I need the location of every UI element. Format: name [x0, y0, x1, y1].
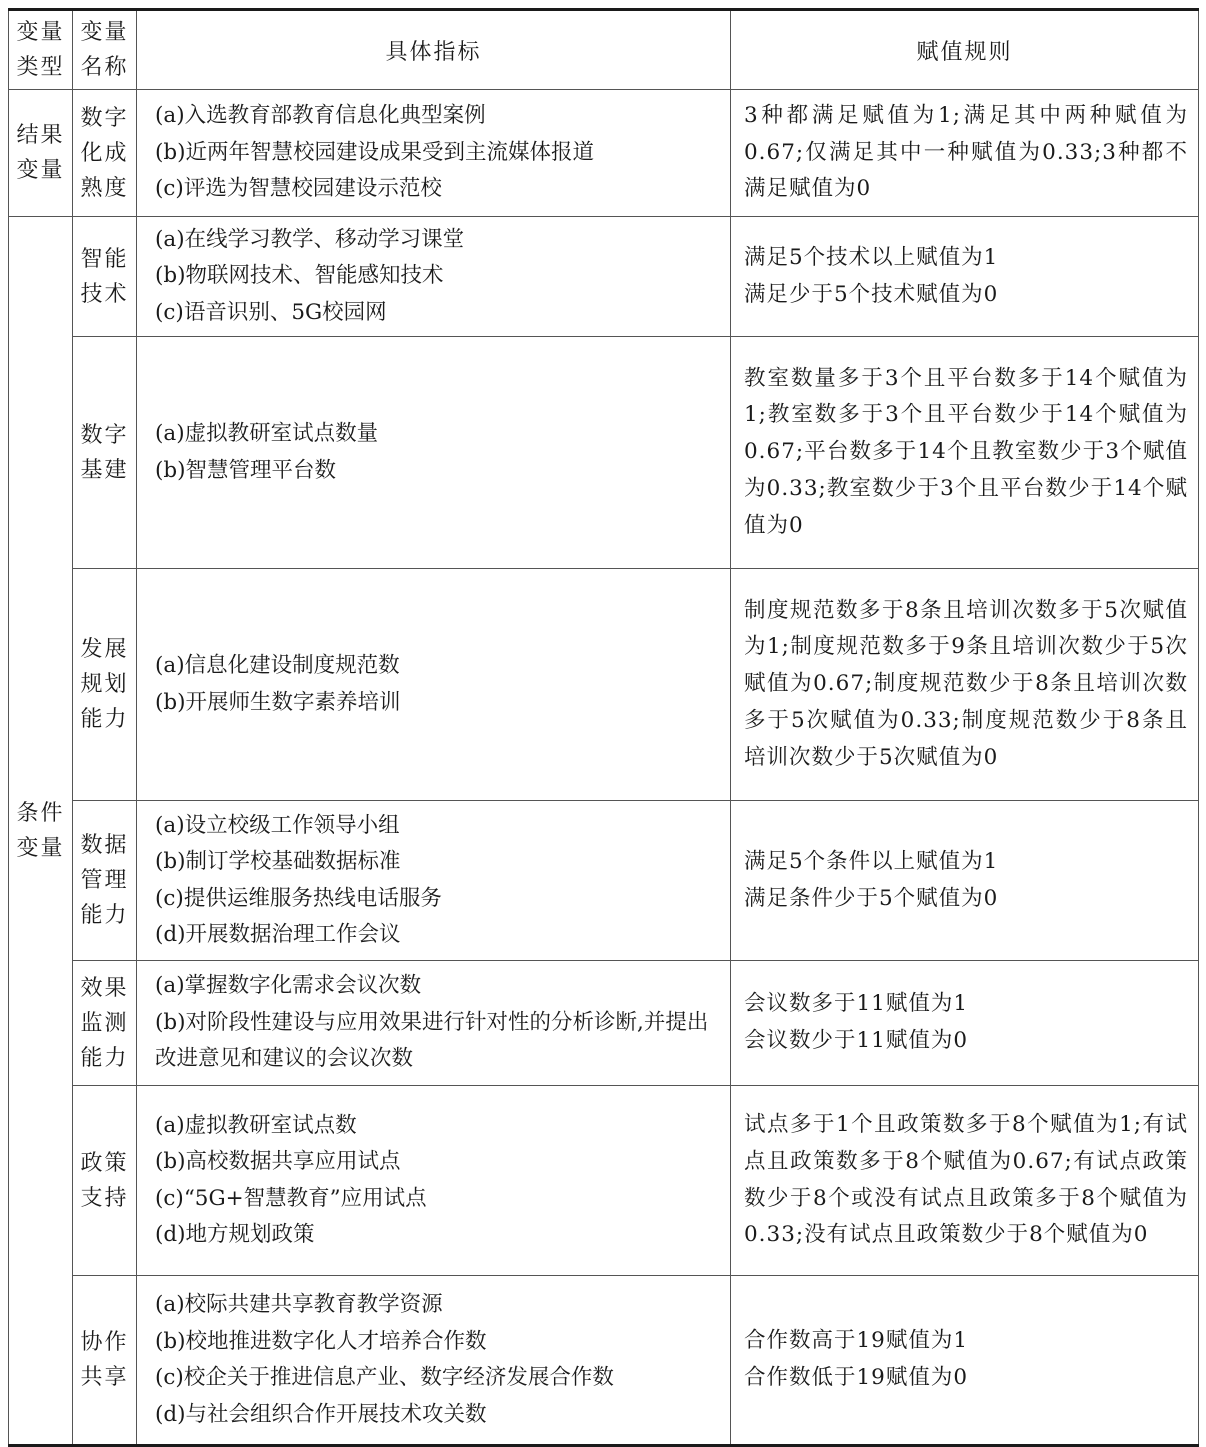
assignment-rule-line: 满足5个条件以上赋值为1 [744, 848, 999, 874]
variable-name-cell [73, 1276, 137, 1446]
assignment-rule-cell [731, 801, 1199, 961]
indicator-item: (d)与社会组织合作开展技术攻关数 [155, 1401, 487, 1427]
variable-name-text: 能力 [80, 903, 129, 928]
table-row [9, 569, 1199, 801]
variable-name-text: 监测 [80, 1010, 129, 1036]
variable-name-text: 化成 [80, 140, 129, 166]
indicator-item: (c)提供运维服务热线电话服务 [155, 885, 442, 911]
variable-name-text: 管理 [80, 868, 129, 893]
variable-type-text: 变量 [16, 835, 65, 861]
indicator-item: (b)物联网技术、智能感知技术 [155, 263, 444, 289]
assignment-rule-line: 满足5个技术以上赋值为1 [744, 244, 999, 270]
table-row [9, 90, 1199, 217]
indicator-cell [137, 90, 731, 217]
indicator-cell [137, 569, 731, 801]
indicator-cell [137, 337, 731, 569]
indicator-item: (a)设立校级工作领导小组 [155, 812, 400, 838]
variable-name-text: 技术 [80, 281, 129, 307]
assignment-rule-line: 满足条件少于5个赋值为0 [744, 885, 999, 911]
variable-name-text: 共享 [80, 1365, 129, 1390]
assignment-rule-cell [731, 961, 1199, 1086]
indicator-item: (a)虚拟教研室试点数量 [155, 421, 379, 446]
assignment-rule-cell [731, 217, 1199, 337]
indicator-item: (b)开展师生数字素养培训 [155, 689, 401, 715]
variable-name-text: 协作 [80, 1330, 129, 1355]
indicator-item: (b)对阶段性建设与应用效果进行针对性的分析诊断,并提出改进意见和建议的会议次数 [155, 1009, 709, 1072]
variable-name-text: 规划 [80, 672, 129, 697]
assignment-rule-cell: 3种都满足赋值为1;满足其中两种赋值为0.67;仅满足其中一种赋值为0.33;3种都不满足赋值为0 [731, 90, 1199, 217]
assignment-rule-cell: 教室数量多于3个且平台数多于14个赋值为1;教室数多于3个且平台数少于14个赋值为0.67;平台数多于14个且教室数少于3个赋值为0.33;教室数少于3个且平台数少于14个赋值为0 [731, 337, 1199, 569]
indicator-item: (c)“5G+智慧教育”应用试点 [155, 1185, 427, 1211]
indicator-item: (a)信息化建设制度规范数 [155, 653, 400, 678]
table-row [9, 217, 1199, 337]
variable-name-text: 智能 [80, 246, 129, 272]
header-row [9, 10, 1199, 90]
variable-name-cell [73, 337, 137, 569]
variable-name-text: 数字 [80, 422, 129, 448]
indicator-item: (b)制订学校基础数据标准 [155, 849, 401, 874]
indicator-item: (a)掌握数字化需求会议次数 [155, 973, 422, 999]
indicator-item: (c)语音识别、5G校园网 [155, 299, 387, 325]
variable-name-cell [73, 90, 137, 217]
indicator-item: (b)校地推进数字化人才培养合作数 [155, 1328, 487, 1354]
variable-name-text: 政策 [80, 1150, 129, 1176]
variable-name-cell [73, 569, 137, 801]
variable-type-text: 变量 [16, 158, 65, 183]
table-row [9, 801, 1199, 961]
variable-name-text: 能力 [80, 707, 129, 732]
assignment-rule-line: 合作数低于19赋值为0 [744, 1365, 969, 1390]
indicator-item: (a)虚拟教研室试点数 [155, 1112, 357, 1138]
variable-name-text: 数据 [80, 833, 129, 858]
indicator-item: (b)智慧管理平台数 [155, 457, 337, 483]
variable-name-text: 效果 [80, 975, 129, 1001]
indicator-cell [137, 217, 731, 337]
variable-type-cell [9, 217, 73, 1446]
assignment-rule-line: 会议数多于11赋值为1 [744, 991, 969, 1017]
assignment-rule-line: 合作数高于19赋值为1 [744, 1328, 969, 1354]
indicator-item: (a)校际共建共享教育教学资源 [155, 1292, 443, 1317]
variable-name-text: 支持 [80, 1185, 129, 1211]
table-row [9, 337, 1199, 569]
header-assignment-rule: 赋值规则 [731, 10, 1199, 90]
variable-name-cell [73, 1086, 137, 1276]
table-row [9, 1276, 1199, 1446]
indicator-item: (d)地方规划政策 [155, 1222, 315, 1247]
indicator-item: (c)评选为智慧校园建设示范校 [155, 176, 442, 202]
indicator-cell [137, 961, 731, 1086]
header-variable-name: 变量 名称 [73, 10, 137, 90]
variable-name-text: 基建 [80, 457, 129, 483]
variable-name-cell [73, 217, 137, 337]
variable-type-cell [9, 90, 73, 217]
indicator-cell [137, 1086, 731, 1276]
header-indicator: 具体指标 [137, 10, 731, 90]
variable-name-cell [73, 801, 137, 961]
indicator-item: (b)高校数据共享应用试点 [155, 1149, 401, 1174]
variable-assignment-table [8, 8, 1199, 1447]
variable-type-text: 结果 [16, 123, 65, 148]
variable-name-text: 数字 [80, 105, 129, 131]
indicator-item: (a)在线学习教学、移动学习课堂 [155, 226, 465, 252]
assignment-rule-cell [731, 1276, 1199, 1446]
indicator-item: (c)校企关于推进信息产业、数字经济发展合作数 [155, 1365, 614, 1390]
indicator-item: (d)开展数据治理工作会议 [155, 922, 401, 947]
assignment-rule-line: 满足少于5个技术赋值为0 [744, 281, 999, 307]
variable-name-text: 能力 [80, 1045, 129, 1071]
variable-name-text: 发展 [80, 637, 129, 662]
assignment-rule-line: 会议数少于11赋值为0 [744, 1028, 969, 1053]
variable-type-text: 条件 [16, 800, 65, 826]
indicator-item: (b)近两年智慧校园建设成果受到主流媒体报道 [155, 139, 595, 165]
indicator-cell [137, 801, 731, 961]
table-row [9, 961, 1199, 1086]
table-row [9, 1086, 1199, 1276]
variable-name-text: 熟度 [80, 175, 129, 201]
assignment-rule-cell: 制度规范数多于8条且培训次数多于5次赋值为1;制度规范数多于9条且培训次数少于5次赋值为0.67;制度规范数少于8条且培训次数多于5次赋值为0.33;制度规范数少于8条且培训次数少于5次赋值为0 [731, 569, 1199, 801]
assignment-rule-cell: 试点多于1个且政策数多于8个赋值为1;有试点且政策数多于8个赋值为0.67;有试点政策数少于8个或没有试点且政策多于8个赋值为0.33;没有试点且政策数少于8个赋值为0 [731, 1086, 1199, 1276]
variable-name-cell [73, 961, 137, 1086]
header-variable-type: 变量 类型 [9, 10, 73, 90]
indicator-item: (a)入选教育部教育信息化典型案例 [155, 103, 486, 129]
table-body [9, 90, 1199, 1446]
indicator-cell [137, 1276, 731, 1446]
